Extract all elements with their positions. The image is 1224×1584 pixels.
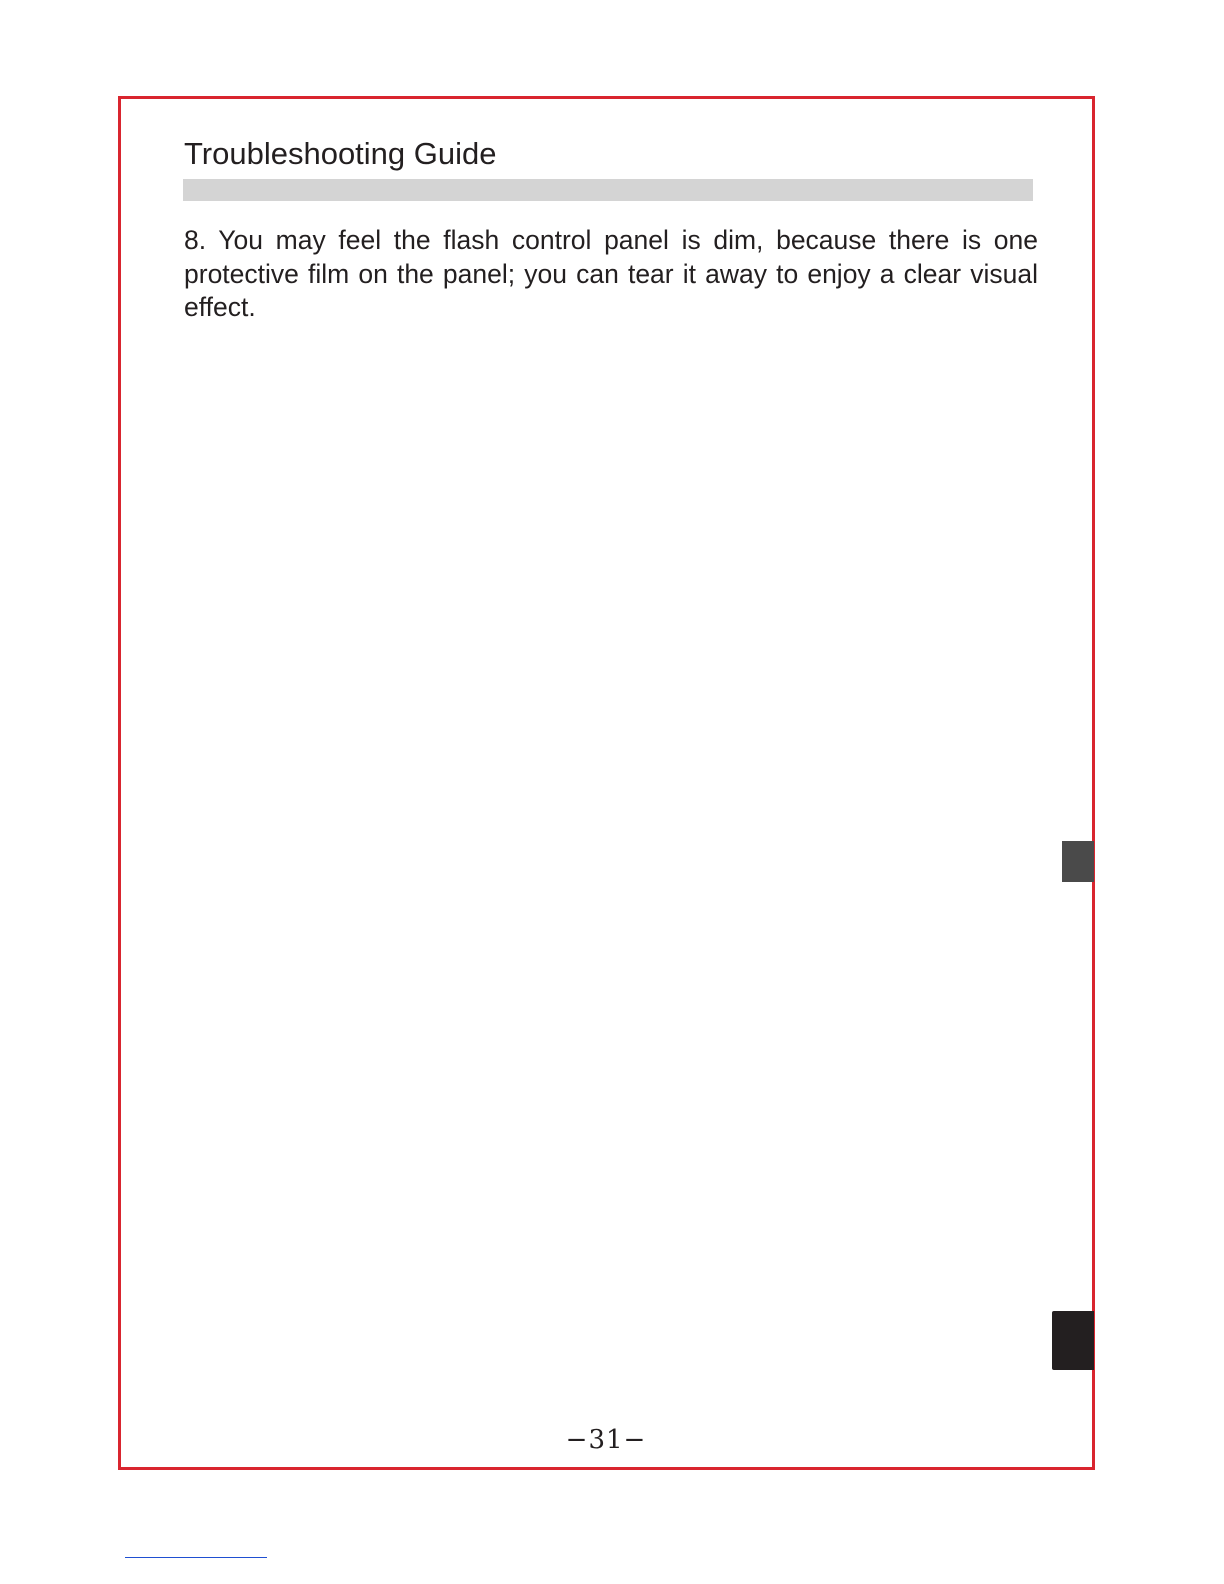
section-title: Troubleshooting Guide [184,136,497,171]
side-tab-marker-gray [1062,841,1094,882]
footer-link-underline [125,1557,267,1558]
troubleshooting-item-8: 8. You may feel the flash control panel is dim, because there is one protective film on the panel; you can tear it away to enjoy a clear visual effect. [184,225,1038,322]
page-number: −31− [565,1425,647,1455]
title-rule [183,179,1033,201]
side-tab-marker-black [1052,1311,1094,1370]
